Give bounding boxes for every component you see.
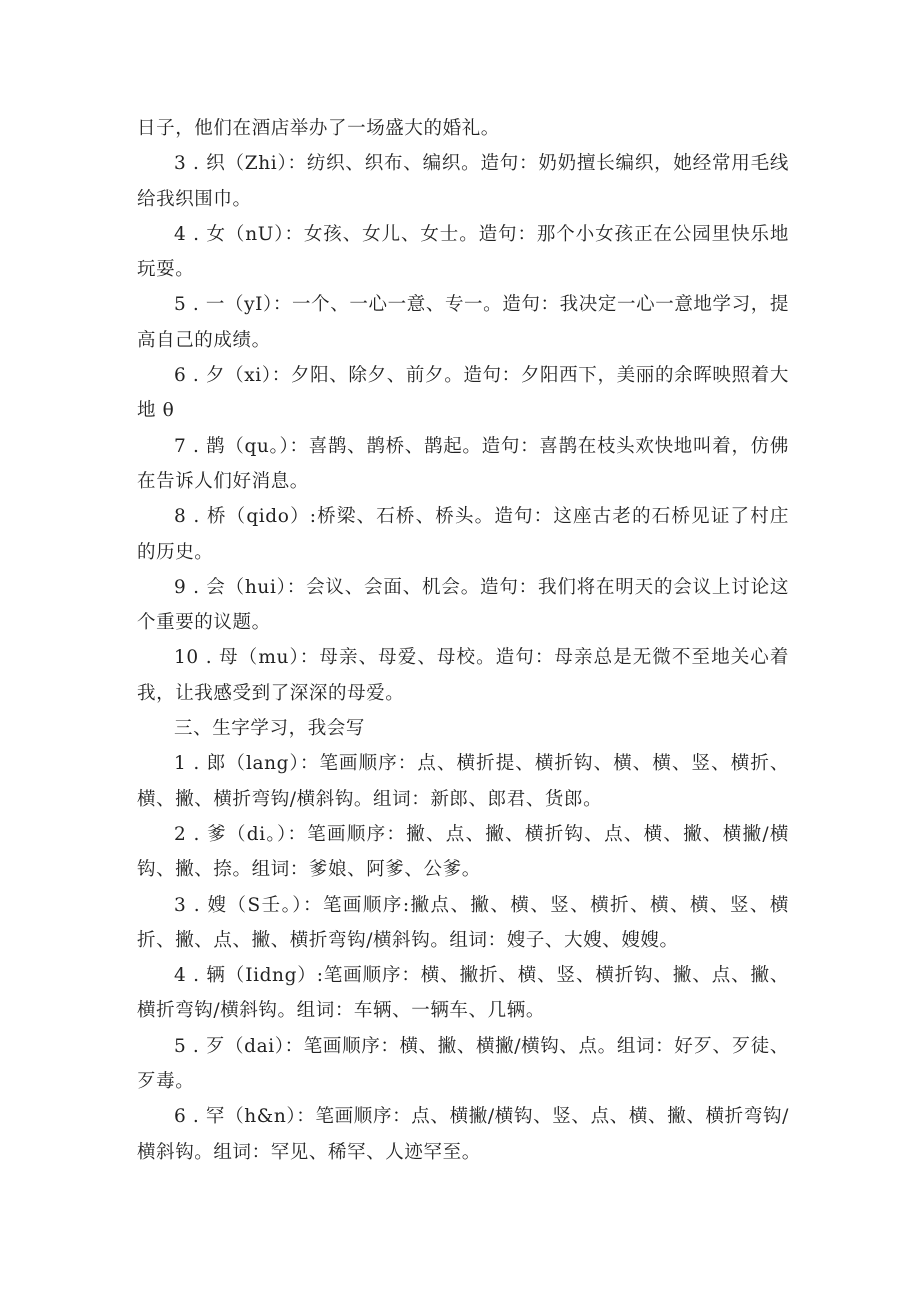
writing-item-die: 2 . 爹（di。）：笔画顺序：撇、点、撇、横折钩、点、横、撇、横撇/横钩、撇、捺。组词：爹娘、阿爹、公爹。: [137, 823, 789, 881]
vocab-item-zhi: 3 . 织（Zhi）：纺织、织布、编织。造句：奶奶擅长编织，她经常用毛线给我织围巾。: [137, 153, 789, 210]
vocab-item-hui: 9 . 会（hui）：会议、会面、机会。造句：我们将在明天的会议上讨论这个重要的议题。: [137, 576, 789, 634]
section-heading: 三、生字学习，我会写: [174, 718, 366, 740]
vocab-item-mu: 10 . 母（mu）：母亲、母爱、母校。造句：母亲总是无微不至地关心着我，让我感受到了深深的母爱。: [137, 647, 789, 704]
vocab-item-nv: 4 . 女（nU）：女孩、女儿、女士。造句：那个小女孩正在公园里快乐地玩耍。: [137, 223, 789, 281]
writing-item-liang: 4 . 辆（Iidng）:笔画顺序：横、撇折、横、竖、横折钩、撇、点、撇、横折弯钩/横斜钩。组词：车辆、一辆车、几辆。: [137, 965, 789, 1022]
writing-item-lang: 1 . 郎（lang）：笔画顺序：点、横折提、横折钩、横、横、竖、横折、横、撇、横折弯钩/横斜钩。组词：新郎、郎君、货郎。: [137, 753, 789, 810]
writing-item-sao: 3 . 嫂（S壬。）：笔画顺序:撇点、撇、横、竖、横折、横、横、竖、横折、撇、点、撇、横折弯钩/横斜钩。组词：嫂子、大嫂、嫂嫂。: [137, 894, 789, 951]
vocab-item-yi: 5 . 一（yI）：一个、一心一意、专一。造句：我决定一心一意地学习，提高自己的成绩。: [137, 294, 789, 351]
paragraph-continuation: 日子，他们在酒店举办了一场盛大的婚礼。: [137, 118, 500, 139]
writing-item-han: 6 . 罕（h&n）：笔画顺序：点、横撇/横钩、竖、点、横、撇、横折弯钩/横斜钩。组词：罕见、稀罕、人迹罕至。: [137, 1106, 789, 1163]
vocab-item-xi: 6 . 夕（xi）：夕阳、除夕、前夕。造句：夕阳西下，美丽的余晖映照着大地 θ: [137, 365, 789, 422]
vocab-item-que: 7 . 鹊（qu。）：喜鹊、鹊桥、鹊起。造句：喜鹊在枝头欢快地叫着，仿佛在告诉人们好消息。: [137, 435, 789, 492]
vocab-item-qiao: 8 . 桥（qido）:桥梁、石桥、桥头。造句：这座古老的石桥见证了村庄的历史。: [137, 506, 789, 563]
writing-item-dai: 5 . 歹（dai）：笔画顺序：横、撇、横撇/横钩、点。组词：好歹、歹徒、歹毒。: [137, 1035, 789, 1093]
document-body: [137, 111, 789, 1170]
